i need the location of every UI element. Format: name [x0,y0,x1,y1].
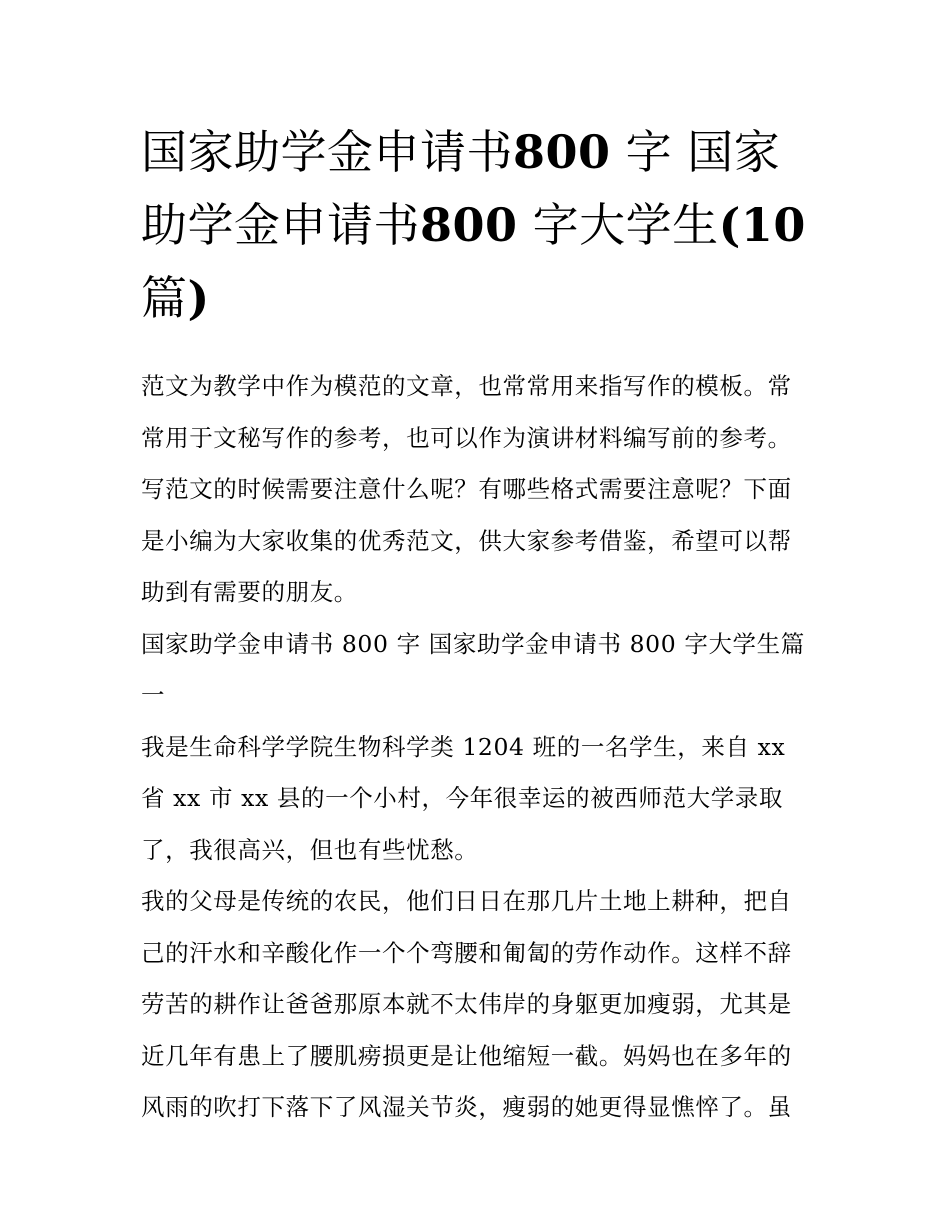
body-paragraph: 我是生命科学学院生物科学类 1204 班的一名学生，来自 xx 省 xx 市 xx 县的一个小村，今年很幸运的被西师范大学录取了，我很高兴，但也有些忧愁。 [141,732,786,864]
intro-paragraph: 范文为教学中作为模范的文章，也常常用来指写作的模板。常常用于文秘写作的参考，也可以作为演讲材料编写前的参考。写范文的时候需要注意什么呢？有哪些格式需要注意呢？下面是小编为大家收集的优秀范文，供大家参考借鉴，希望可以帮助到有需要的朋友。 [141,372,792,606]
title-segment: 800 [513,125,611,179]
document-page [141,116,813,1134]
title-segment: 国家助学金申请书 [141,125,513,179]
title-segment: ) [187,271,210,325]
title-segment: (10 [718,198,806,252]
document-body [141,361,813,1134]
title-segment: 篇 [141,271,188,325]
document-title [141,116,813,335]
title-segment: 字大学生 [517,198,719,252]
title-segment: 字 国家助学金申请书 [141,125,781,252]
section-heading: 国家助学金申请书 800 字 国家助学金申请书 800 字大学生篇一 [141,629,805,709]
title-segment: 800 [420,198,518,252]
body-paragraph: 我的父母是传统的农民，他们日日在那几片土地上耕种，把自己的汗水和辛酸化作一个个弯腰和匍匐的劳作动作。这样不辞劳苦的耕作让爸爸那原本就不太伟岸的身躯更加瘦弱，尤其是近几年有患上了腰肌痨损更是让他缩短一截。妈妈也在多年的风雨的吹打下落下了风湿关节炎，瘦弱的她更得显憔悴了。虽 [141,887,792,1121]
